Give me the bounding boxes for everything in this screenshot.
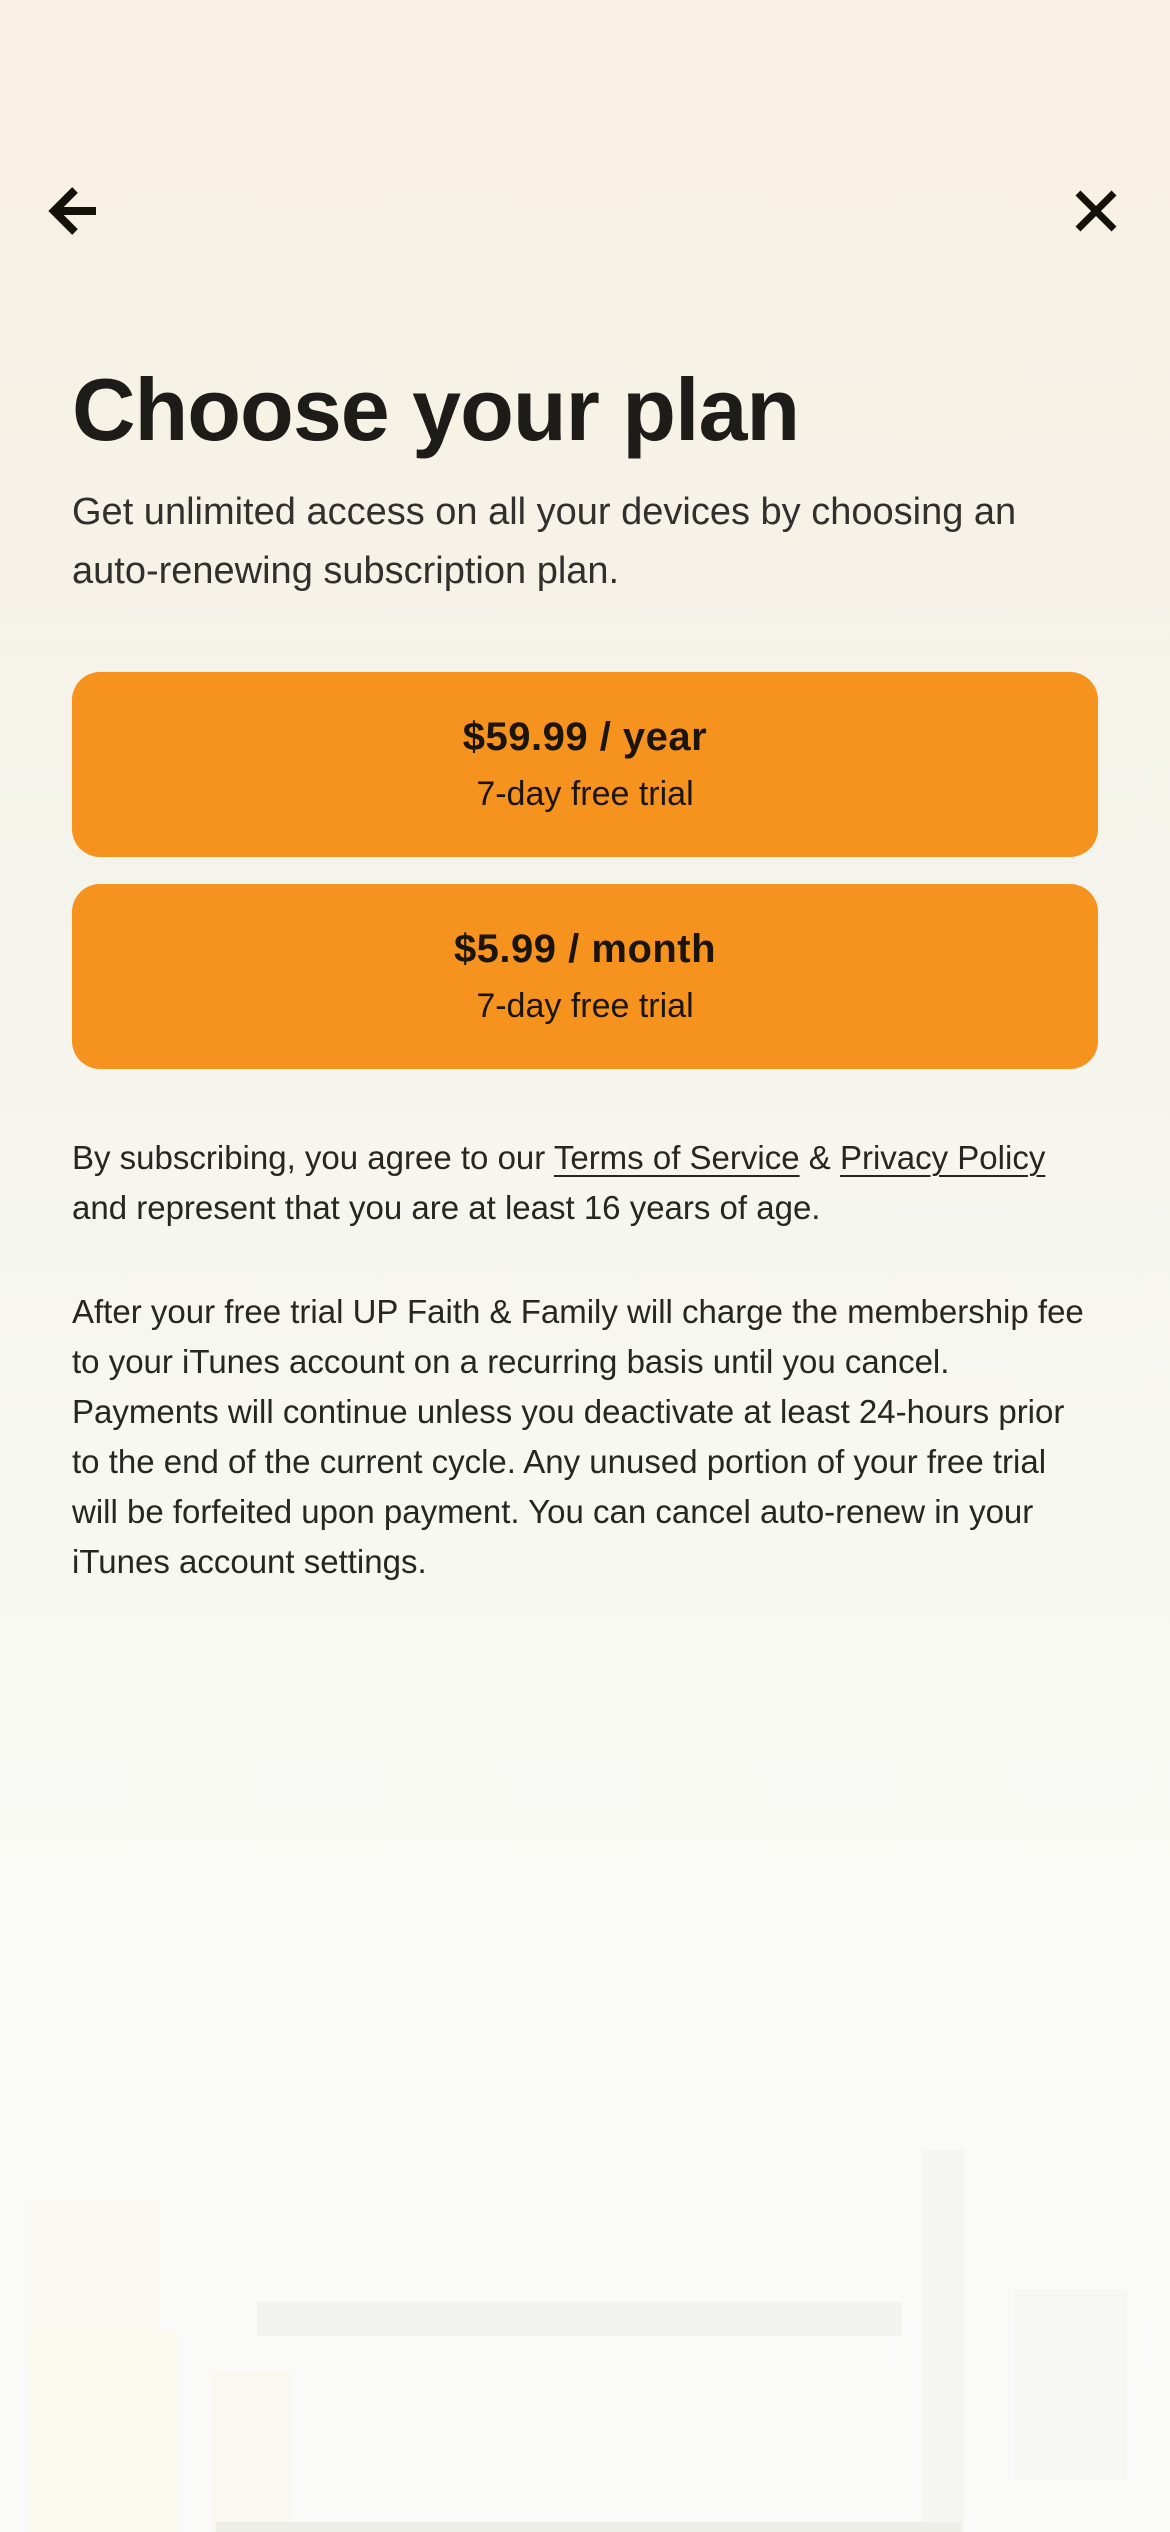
- agreement-prefix: By subscribing, you agree to our: [72, 1138, 554, 1176]
- trial-terms-text: After your free trial UP Faith & Family will charge the membership fee to your iTunes account on a recurring basis until you cancel. Payments will continue unless you deactivate at least 24-hours prior to the end of the current cycle. Any unused portion of your free trial will be forfeited upon payment. You can cancel auto-renew in your iTunes account settings.: [72, 1292, 1084, 1580]
- plan-monthly-button[interactable]: [72, 884, 1098, 1069]
- plan-yearly-button[interactable]: [72, 672, 1098, 857]
- agreement-suffix: and represent that you are at least 16 years of age.: [72, 1188, 821, 1226]
- privacy-policy-link[interactable]: Privacy Policy: [839, 1138, 1046, 1176]
- page-subtitle: Get unlimited access on all your devices by choosing an auto-renewing subscription plan.: [72, 490, 1017, 592]
- subscribe-agreement-text: [72, 1133, 1098, 1233]
- ghost-band-left: [28, 2330, 178, 2532]
- ghost-band-left-inner: [212, 2372, 290, 2532]
- close-button[interactable]: [1072, 186, 1122, 236]
- plan-monthly-trial: 7-day free trial: [476, 986, 694, 1025]
- ghost-strip-bottom: [216, 2522, 961, 2532]
- plan-monthly-price: $5.99 / month: [453, 926, 717, 971]
- ghost-band-left-outer: [30, 2200, 158, 2532]
- plan-content: [0, 234, 1170, 1587]
- back-button[interactable]: [48, 186, 98, 236]
- page-title: Choose your plan: [72, 360, 800, 459]
- ghost-blob-right: [1015, 2290, 1127, 2480]
- ghost-bar: [257, 2302, 902, 2336]
- ghost-column-right: [922, 2150, 964, 2532]
- nav-bar: [48, 186, 1122, 236]
- plan-yearly-price: $59.99 / year: [462, 714, 708, 759]
- agreement-separator: &: [799, 1138, 840, 1176]
- plan-list: [72, 672, 1098, 1069]
- plan-yearly-trial: 7-day free trial: [476, 774, 694, 813]
- close-icon: [1072, 186, 1120, 236]
- arrow-left-icon: [48, 186, 98, 236]
- terms-of-service-link[interactable]: Terms of Service: [553, 1138, 800, 1176]
